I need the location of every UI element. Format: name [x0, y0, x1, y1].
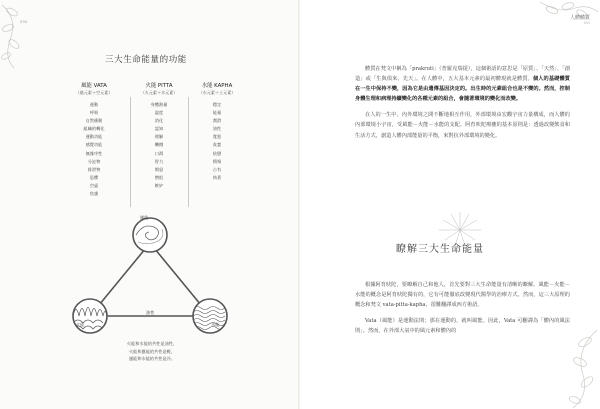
running-head: [570, 14, 590, 25]
vata-column: [66, 81, 122, 198]
body-text-block-1: [355, 64, 570, 141]
caption-line: 火能和水能的共性是油性，: [126, 341, 178, 346]
list-item: 饑餓: [154, 142, 164, 148]
pitta-heading: 火能 PITTA: [145, 83, 173, 89]
caption-line: 火能和風能的共性是輕，: [128, 348, 176, 354]
list-item: 排泄物: [87, 166, 101, 172]
list-item: 潤滑: [212, 118, 222, 124]
paragraph-text: Vata（風能）是運動法則；那在運動的，就叫風能。因此，Vata 可翻譯為「體內的風法則」。然而，在外部大氣中的風元素和體內的: [355, 318, 570, 335]
wind-circle-icon: [133, 218, 167, 252]
list-item: 穩定: [212, 102, 222, 107]
right-page: [300, 0, 600, 409]
list-item: 身體熱量: [150, 102, 168, 107]
list-item: 溫度: [154, 110, 164, 116]
list-item: 組織的轉化: [83, 126, 105, 132]
fire-label: 火能: [76, 322, 85, 327]
list-item: 認知: [154, 126, 164, 132]
figure-title: 三大生命能量的功能: [105, 55, 187, 65]
paragraph-text: 體質在梵文中稱為「prakruti」（普羅克瑞提），這個術語的意思是「原質」、「天然」、「創造」或「生與俱來、先天」。在人體中，五大基本元素的最初體現就是體質。: [355, 66, 570, 83]
pitta-column: [130, 81, 188, 190]
list-item: 能量: [212, 110, 222, 116]
list-item: 焦慮: [89, 191, 99, 197]
list-item: 自然衝動: [85, 118, 103, 124]
section-title: 瞭解三大生命能量: [396, 244, 484, 255]
paragraph-text: 根據阿育吠陀，要瞭解自己和他人，首先要對三大生命能量有清晰的瞭解。風能－火能－水能的概念是阿育吠陀獨有的，它有可能徹底改變現代醫學的治療方式。然而，這三大原理的概念和梵文 vata-pitta-kapha，很難翻譯成西方術語。: [355, 282, 570, 309]
paragraph-bold-text: 個人的基礎體質在一生中保持不變，因為它是由遺傳基因決定的。出生時的元素組合也是不變的。然而，控制身體生理和病理持續變化的各種元素的組合，會隨著環境的變化而改變。: [355, 76, 570, 103]
list-item: 占有: [212, 166, 222, 172]
list-item: 貪婪: [212, 142, 222, 148]
kapha-elements: （水元素＋土元素）: [198, 90, 236, 95]
list-item: 運動功能: [85, 134, 103, 140]
list-item: 分泌物: [87, 158, 101, 164]
list-item: 理解: [154, 134, 164, 140]
vata-elements: （風元素＋空元素）: [75, 90, 113, 95]
list-item: 空虛: [89, 182, 99, 188]
water-circle-icon: [193, 299, 227, 333]
list-item: 感覺功能: [85, 142, 103, 148]
list-item: 無緣序性: [85, 150, 103, 156]
list-item: 依戀: [212, 150, 222, 156]
water-label: 水能: [211, 322, 220, 327]
list-item: 口渴: [154, 150, 164, 156]
list-item: 運動: [89, 102, 99, 107]
list-item: 嫉妒: [154, 182, 164, 188]
page-number: 031: [583, 21, 590, 25]
dosha-triangle-diagram: [70, 213, 230, 338]
page-number: 030: [20, 20, 28, 24]
paragraph-text: 在人的一生中，內外環境之間不斷地相互作用，外部環境由宏觀宇宙力量構成，而人體的內部環境小宇宙，受風能－火能－水能的支配。阿育吠陀療癒的基本原則是：透過改變飲食和生活方式，創造人體內部能量的平衡，來對抗外部環境的變化。: [355, 112, 570, 139]
list-item: 憎恨: [154, 174, 164, 180]
caption-line: 風能和水能的共性是冷。: [128, 356, 176, 362]
list-item: 呼吸: [89, 110, 99, 116]
kapha-column: [186, 81, 248, 182]
list-item: 憤怒: [154, 166, 164, 172]
edge-label: 油性: [146, 310, 155, 315]
list-item: 油性: [212, 126, 222, 132]
diagram-caption: [106, 340, 198, 363]
body-text-block-2: [355, 280, 570, 336]
pitta-elements: （火元素＋水元素）: [140, 90, 178, 95]
list-item: 智力: [154, 158, 164, 164]
leaf-decoration-icon: [0, 0, 40, 70]
kapha-heading: 水能 KAPHA: [201, 83, 233, 89]
list-item: 恐懼: [89, 174, 99, 180]
vata-heading: 風能 VATA: [81, 83, 107, 89]
leaf-decoration-icon: [530, 0, 600, 60]
list-item: 消化: [154, 118, 164, 124]
list-item: 積聚: [212, 158, 222, 164]
list-item: 寬恕: [212, 134, 222, 140]
running-head-title: 人體體質: [569, 15, 590, 21]
wind-label: 風能: [140, 215, 149, 220]
list-item: 執著: [212, 174, 222, 180]
